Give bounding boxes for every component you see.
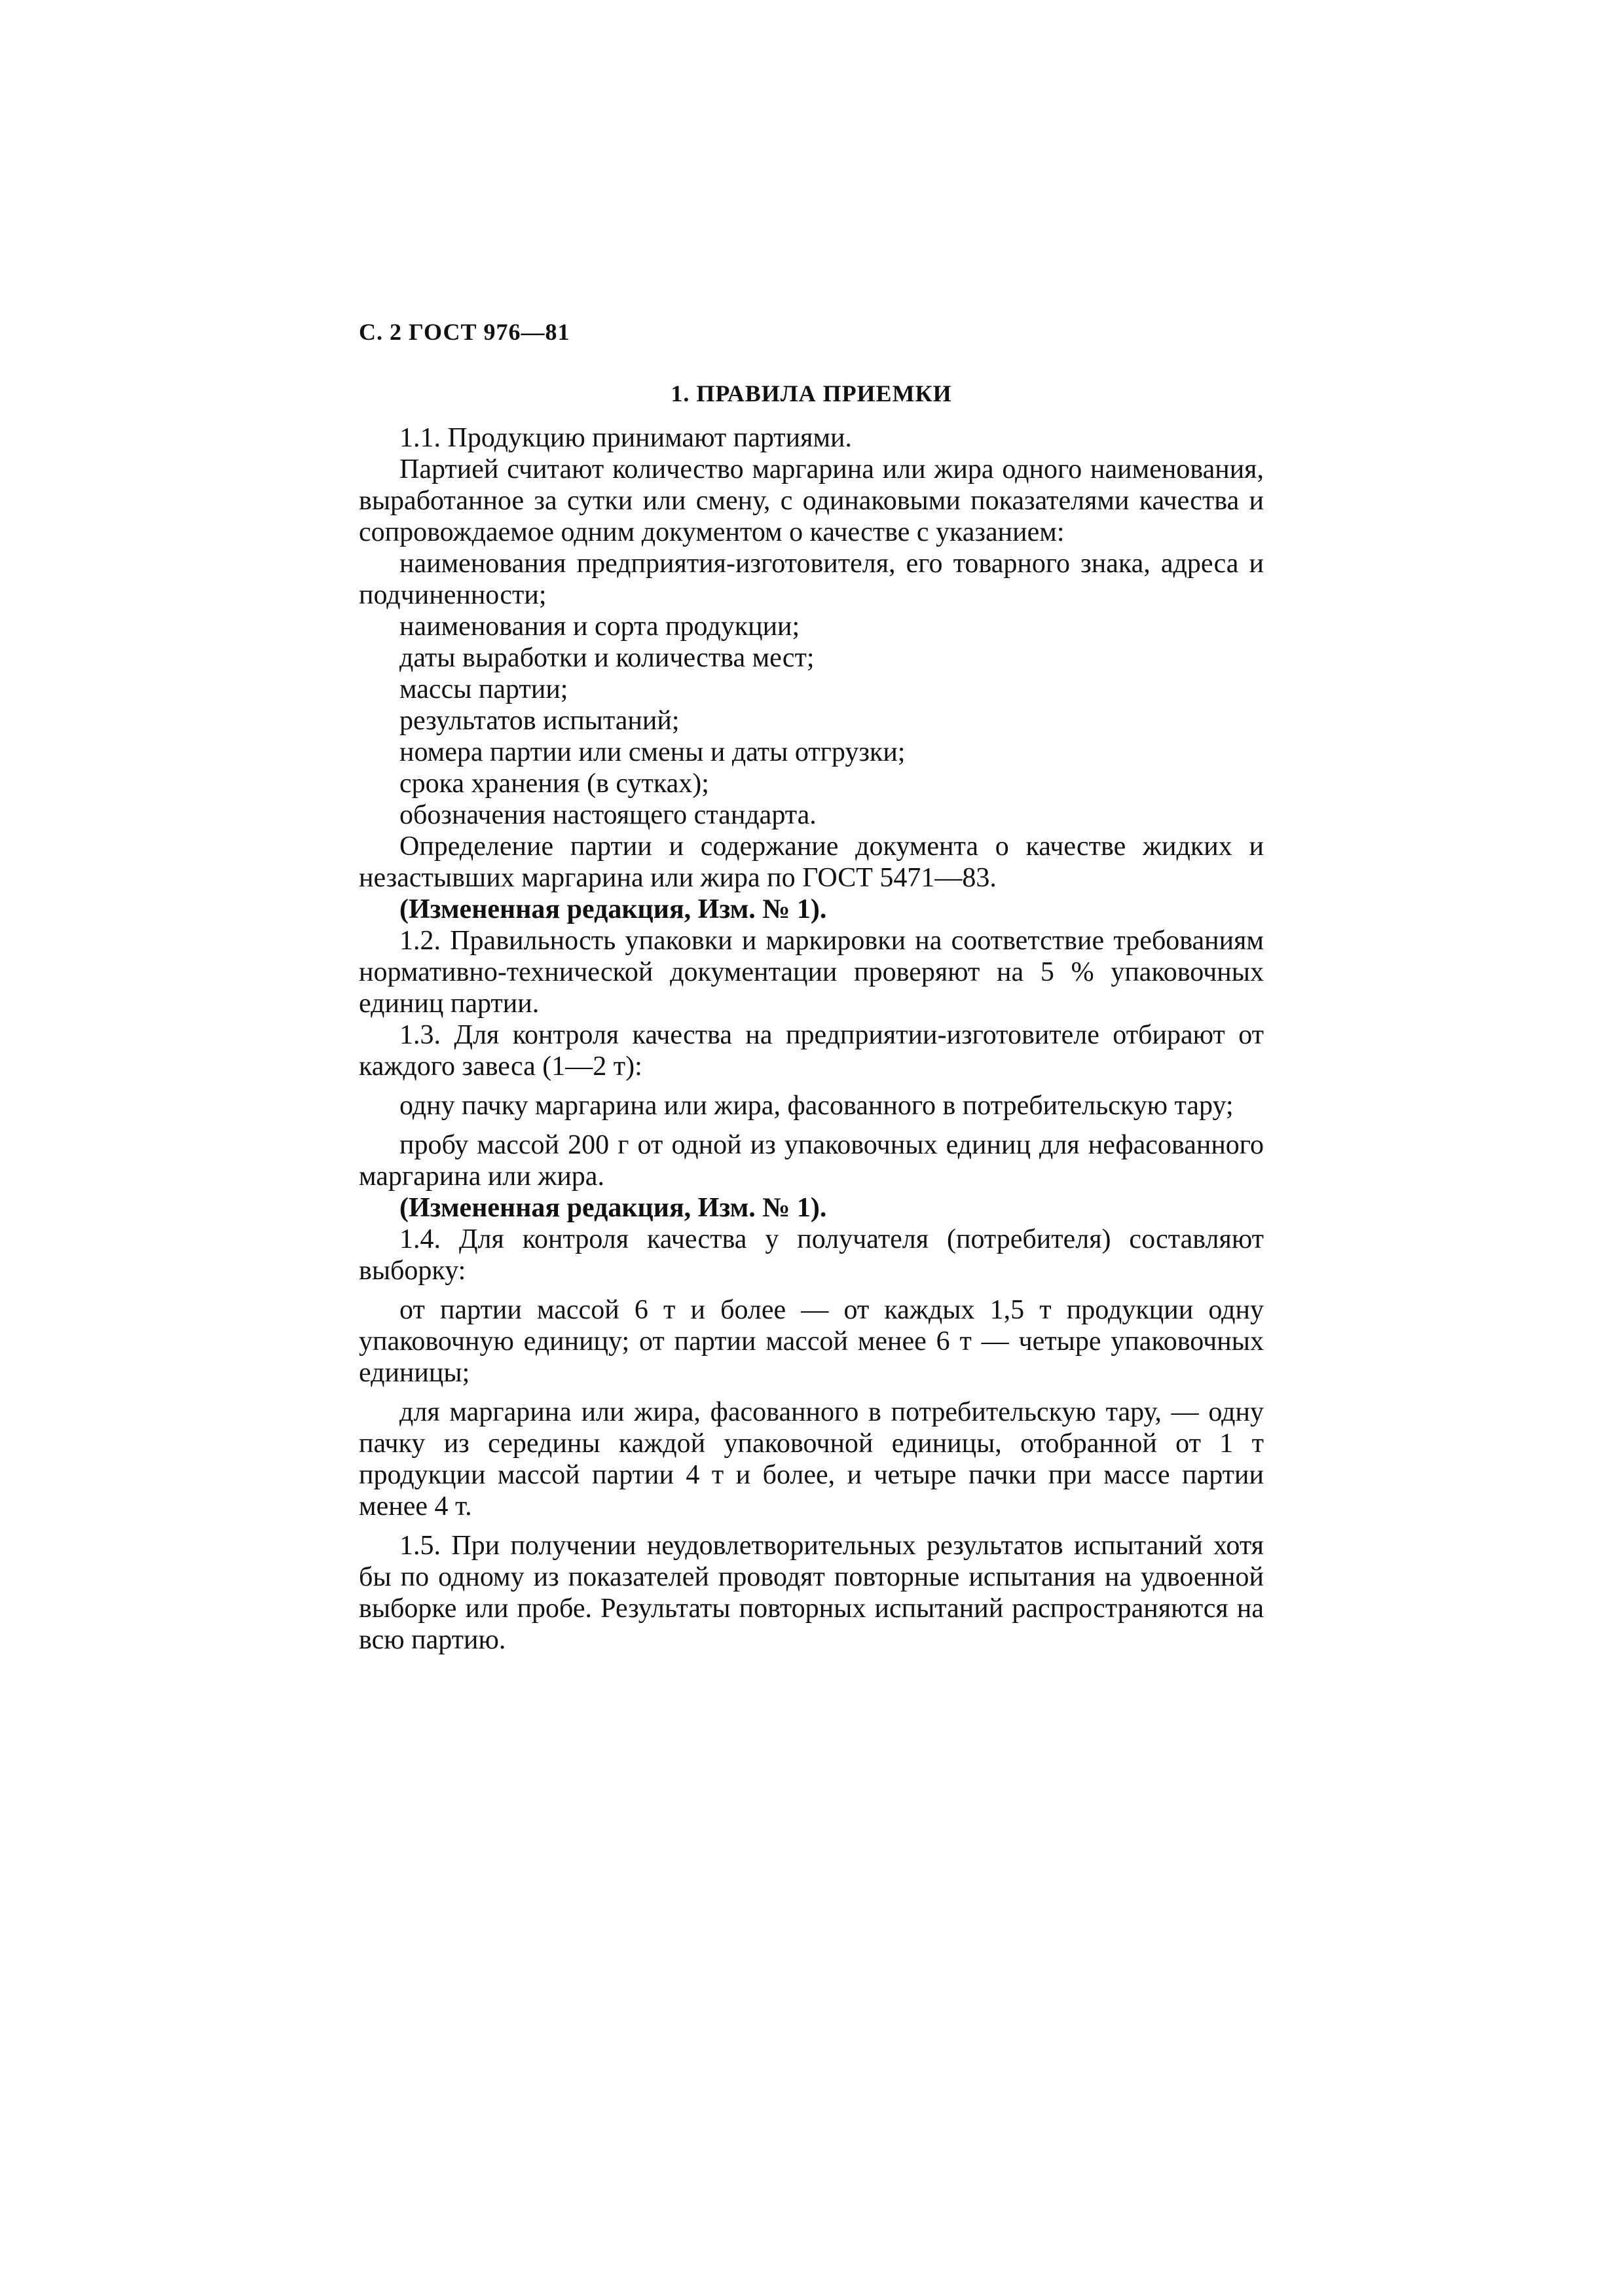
sampling-consumer-packs: для маргарина или жира, фасованного в потребительскую тару, — одну пачку из середины каждой упаковочной единицы, отобранной от 1 т продукции массой партии 4 т и более, и четыре пачки при массе партии менее 4 т. xyxy=(359,1397,1264,1522)
list-item-standard: обозначения настоящего стандарта. xyxy=(399,800,817,830)
list-item-production-date: даты выработки и количества мест; xyxy=(399,643,815,673)
clause-1-2: 1.2. Правильность упаковки и маркировки на соответствие требованиям нормативно-технической документации проверяют на 5 % упаковочных единиц партии. xyxy=(359,926,1264,1019)
list-item-manufacturer: наименования предприятия-изготовителя, его товарного знака, адреса и подчиненности; xyxy=(359,549,1264,610)
sampling-bulk: пробу массой 200 г от одной из упаковочных единиц для нефасованного маргарина или жира. xyxy=(359,1130,1264,1192)
list-item-product-name: наименования и сорта продукции; xyxy=(399,611,800,642)
amendment-note: (Измененная редакция, Изм. № 1). xyxy=(399,1193,827,1223)
amendment-note: (Измененная редакция, Изм. № 1). xyxy=(399,894,827,924)
clause-1-1: 1.1. Продукцию принимают партиями. xyxy=(399,423,853,453)
list-item-test-results: результатов испытаний; xyxy=(399,706,680,736)
liquid-margarine-note: Определение партии и содержание документа о качестве жидких и незастывших маргарина или жира по ГОСТ 5471—83. xyxy=(359,831,1264,893)
list-item-shelf-life: срока хранения (в сутках); xyxy=(399,769,709,799)
document-body xyxy=(359,422,1264,1656)
page-header: С. 2 ГОСТ 976—81 xyxy=(359,319,570,345)
clause-1-3: 1.3. Для контроля качества на предприятии-изготовителе отбирают от каждого завеса (1—2 т): xyxy=(359,1020,1264,1082)
clause-1-4: 1.4. Для контроля качества у получателя (потребителя) составляют выборку: xyxy=(359,1224,1264,1286)
list-item-batch-number: номера партии или смены и даты отгрузки; xyxy=(399,737,906,767)
batch-definition: Партией считают количество маргарина или жира одного наименования, выработанное за сутки или смену, с одинаковыми показателями качества и сопровождаемое одним документом о качестве с указанием: xyxy=(359,454,1264,547)
sampling-packaged: одну пачку маргарина или жира, фасованного в потребительскую тару; xyxy=(399,1091,1234,1121)
sampling-by-mass: от партии массой 6 т и более — от каждых 1,5 т продукции одну упаковочную единицу; от партии массой менее 6 т — четыре упаковочных единицы; xyxy=(359,1295,1264,1388)
section-title: 1. ПРАВИЛА ПРИЕМКИ xyxy=(671,380,952,407)
clause-1-5: 1.5. При получении неудовлетворительных результатов испытаний хотя бы по одному из показателей проводят повторные испытания на удвоенной выборке или пробе. Результаты повторных испытаний распространяются на всю партию. xyxy=(359,1531,1264,1655)
list-item-batch-mass: массы партии; xyxy=(399,674,568,704)
